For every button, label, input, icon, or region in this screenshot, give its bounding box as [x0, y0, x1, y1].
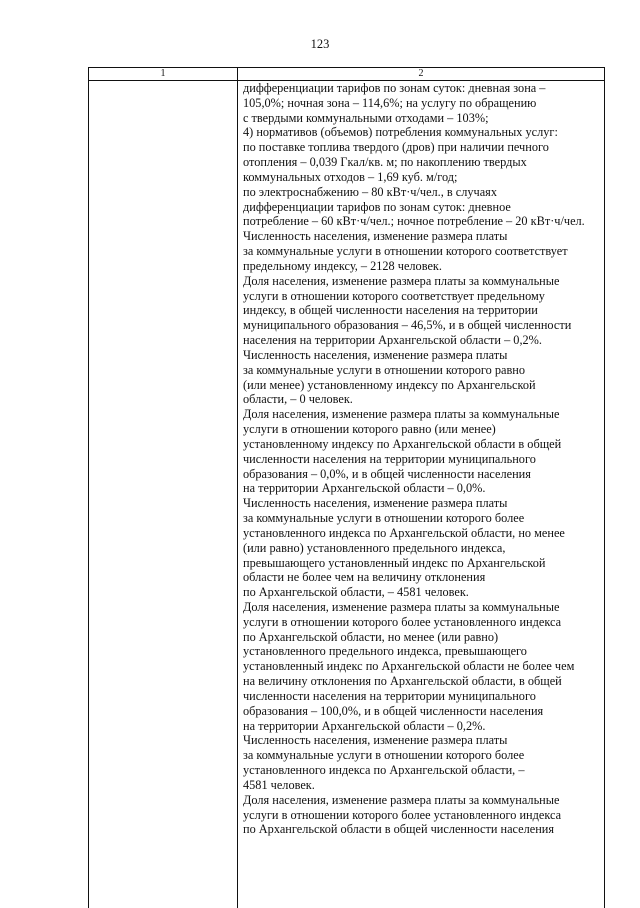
text-line: по поставке топлива твердого (дров) при наличии печного — [243, 140, 549, 155]
text-line: (или равно) установленного предельного индекса, — [243, 540, 506, 555]
text-line: индексу, в общей численности населения на территории — [243, 303, 538, 318]
text-line: потребление – 60 кВт·ч/чел.; ночное потребление – 20 кВт·ч/чел. — [243, 214, 585, 229]
text-line: услуги в отношении которого равно (или менее) — [243, 422, 496, 437]
text-line: за коммунальные услуги в отношении которого более — [243, 511, 525, 526]
text-line: за коммунальные услуги в отношении которого равно — [243, 362, 526, 377]
text-line: Численность населения, изменение размера платы — [243, 229, 508, 244]
text-line: на территории Архангельской области – 0,2%. — [243, 718, 486, 733]
text-line: по Архангельской области, – 4581 человек. — [243, 585, 469, 600]
text-line: по Архангельской области, но менее (или равно) — [243, 629, 499, 644]
text-line: за коммунальные услуги в отношении которого соответствует — [243, 244, 568, 259]
text-line: численности населения на территории муниципального — [243, 451, 536, 466]
text-line: услуги в отношении которого более установленного индекса — [243, 614, 562, 629]
text-line: 4581 человек. — [243, 777, 315, 792]
column-divider — [237, 68, 238, 908]
text-line: отопления – 0,039 Гкал/кв. м; по накоплению твердых — [243, 155, 527, 170]
text-line: образования – 100,0%, и в общей численности населения — [243, 703, 544, 718]
column-2-text — [243, 81, 601, 837]
text-line: предельному индексу, – 2128 человек. — [243, 258, 442, 273]
text-line: установленного индекса по Архангельской области, но менее — [243, 525, 565, 540]
text-line: Численность населения, изменение размера платы — [243, 496, 508, 511]
text-line: Доля населения, изменение размера платы за коммунальные — [243, 273, 560, 288]
column-1-header: 1 — [160, 68, 166, 79]
text-line: (или менее) установленному индексу по Архангельской — [243, 377, 536, 392]
text-line: населения на территории Архангельской области – 0,2%. — [243, 333, 542, 348]
column-2-header: 2 — [418, 68, 424, 79]
text-line: образования – 0,0%, и в общей численности населения — [243, 466, 531, 481]
text-line: услуги в отношении которого более установленного индекса — [243, 807, 562, 822]
text-line: на территории Архангельской области – 0,0%. — [243, 481, 486, 496]
text-line: дифференциации тарифов по зонам суток: дневное — [243, 199, 511, 214]
text-line: Доля населения, изменение размера платы за коммунальные — [243, 599, 560, 614]
text-line: Доля населения, изменение размера платы за коммунальные — [243, 792, 560, 807]
text-line: коммунальных отходов – 1,69 куб. м/год; — [243, 169, 458, 184]
text-line: установленного индекса по Архангельской области, – — [243, 763, 525, 778]
text-line: превышающего установленный индекс по Архангельской — [243, 555, 546, 570]
text-line: услуги в отношении которого соответствует предельному — [243, 288, 545, 303]
text-line: дифференциации тарифов по зонам суток: дневная зона – — [243, 81, 546, 95]
text-line: по электроснабжению – 80 кВт·ч/чел., в случаях — [243, 184, 497, 199]
text-line: 4) нормативов (объемов) потребления коммунальных услуг: — [243, 125, 558, 140]
text-line: муниципального образования – 46,5%, и в общей численности — [243, 318, 572, 333]
text-line: за коммунальные услуги в отношении которого более — [243, 748, 525, 763]
text-line: численности населения на территории муниципального — [243, 688, 536, 703]
text-line: по Архангельской области в общей численности населения — [243, 822, 555, 837]
text-line: Численность населения, изменение размера платы — [243, 733, 508, 748]
text-line: установленному индексу по Архангельской области в общей — [243, 436, 562, 451]
text-line: с твердыми коммунальными отходами – 103%; — [243, 110, 489, 125]
text-line: области, – 0 человек. — [243, 392, 353, 407]
text-line: Численность населения, изменение размера платы — [243, 347, 508, 362]
text-line: области не более чем на величину отклонения — [243, 570, 486, 585]
table-header-row — [89, 68, 604, 81]
text-line: установленный индекс по Архангельской области не более чем — [243, 659, 575, 674]
text-line: 105,0%; ночная зона – 114,6%; на услугу по обращению — [243, 95, 537, 110]
text-line: установленного предельного индекса, превышающего — [243, 644, 527, 659]
text-line: на величину отклонения по Архангельской области, в общей — [243, 674, 562, 689]
page-number: 123 — [310, 37, 330, 51]
document-table — [88, 67, 605, 908]
text-line: Доля населения, изменение размера платы за коммунальные — [243, 407, 560, 422]
